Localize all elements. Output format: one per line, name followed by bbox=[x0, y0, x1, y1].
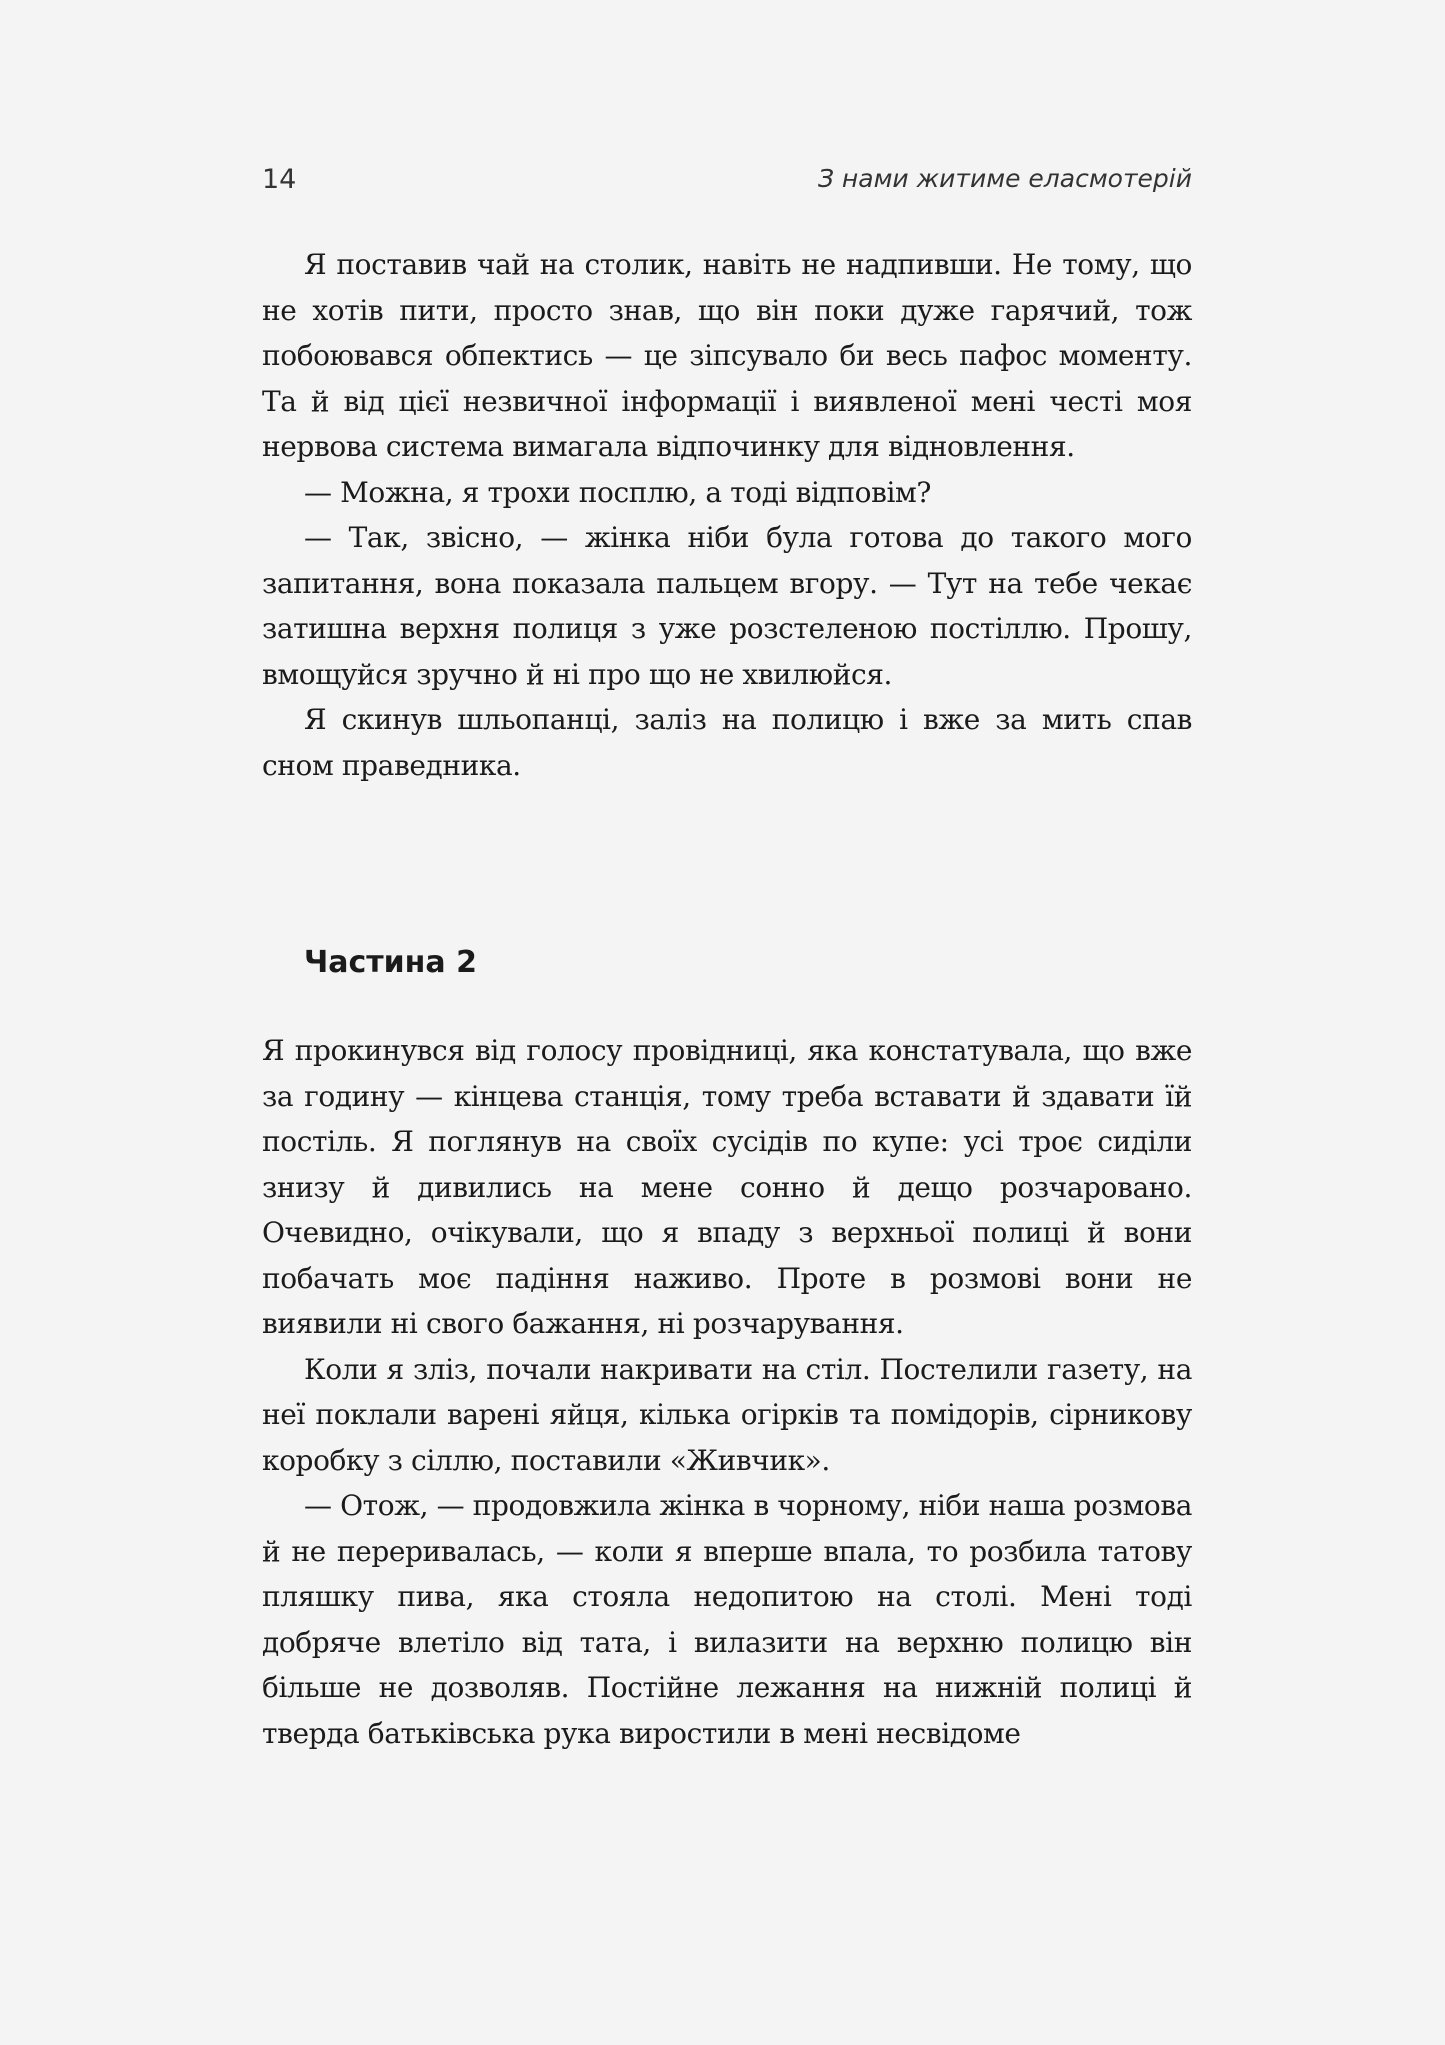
text-block-part-2 bbox=[262, 1028, 1192, 1756]
paragraph: Я скинув шльопанці, заліз на полицю і вже за мить спав сном праведника. bbox=[262, 703, 1192, 782]
paragraph-dialogue: — Так, звісно, — жінка ніби була готова до такого мого запитання, вона показала пальцем вгору. — Тут на тебе чекає затишна верхня полиця з уже розстеленою постіллю. Прошу, вмощуйся зручно й ні про що не хвилюйся. bbox=[262, 521, 1192, 691]
section-heading: Частина 2 bbox=[304, 945, 477, 980]
paragraph: Я поставив чай на столик, навіть не надпивши. Не тому, що не хотів пити, просто знав, що він поки дуже гарячий, тож побоювався обпектись — це зіпсувало би весь пафос моменту. Та й від цієї незвичної інформації і виявленої мені честі моя нервова система вимагала відпочинку для відновлення. bbox=[262, 248, 1192, 463]
running-title: З нами житиме еласмотерій bbox=[817, 164, 1192, 193]
paragraph: Коли я зліз, почали накривати на стіл. Постелили газету, на неї поклали варені яйця, кілька огірків та помідорів, сірникову коробку з сіллю, поставили «Живчик». bbox=[262, 1352, 1192, 1477]
running-header bbox=[262, 158, 1192, 198]
text-block-part-1 bbox=[262, 242, 1192, 788]
page-number: 14 bbox=[262, 164, 297, 195]
paragraph-first: Я прокинувся від голосу провідниці, яка констатувала, що вже за годину — кінцева станція, тому треба вставати й здавати їй постіль. Я поглянув на своїх сусідів по купе: усі троє сиділи знизу й дивились на мене сонно й дещо розчаровано. Очевидно, очікували, що я впаду з верхньої полиці й вони побачать моє падіння наживо. Проте в розмові вони не виявили ні свого бажання, ні розчарування. bbox=[262, 1034, 1192, 1340]
paragraph-dialogue: — Отож, — продовжила жінка в чорному, ніби наша розмова й не переривалась, — коли я вперше впала, то розбила татову пляшку пива, яка стояла недопитою на столі. Мені тоді добряче влетіло від тата, і вилазити на верхню полицю він більше не дозволяв. Постійне лежання на нижній полиці й тверда батьківська рука виростили в мені несвідоме bbox=[262, 1489, 1192, 1750]
paragraph-dialogue: — Можна, я трохи посплю, а тоді відповім? bbox=[304, 475, 931, 509]
